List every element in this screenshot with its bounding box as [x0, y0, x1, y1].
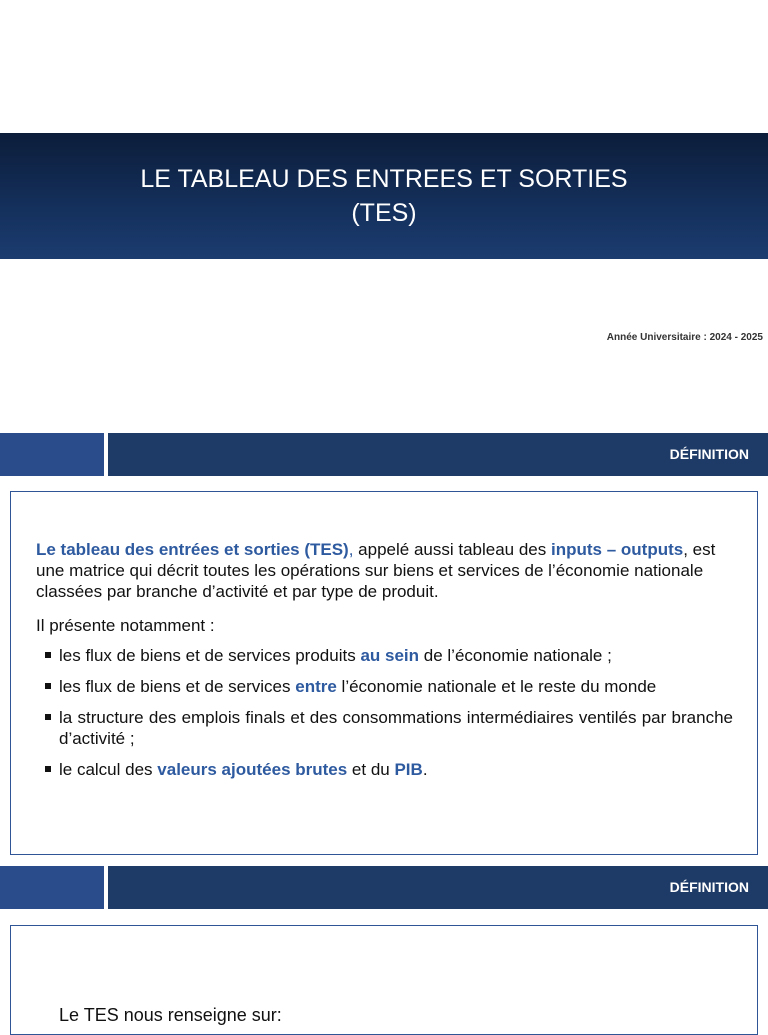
list-item	[45, 759, 733, 780]
definition-text-1: appelé aussi tableau des	[353, 540, 551, 559]
definition-content-box	[10, 491, 758, 855]
tes-info-text: Le TES nous renseigne sur:	[59, 1005, 282, 1025]
section-title: DÉFINITION	[669, 446, 749, 462]
tes-term: Le tableau des entrées et sorties (TES)	[36, 540, 349, 559]
slide-title-line2: (TES)	[351, 199, 417, 227]
bullet-list	[45, 645, 733, 790]
bullet-text: de l’économie nationale ;	[419, 646, 612, 665]
list-item	[45, 645, 733, 666]
title-slide	[0, 0, 768, 418]
section-title: DÉFINITION	[669, 879, 749, 895]
bullet-text: le calcul des	[59, 760, 158, 779]
tes-comma: ,	[348, 540, 354, 559]
header-accent-block	[0, 866, 104, 909]
bullet-text: l’économie nationale et le reste du monde	[336, 677, 657, 696]
list-item	[45, 676, 733, 697]
bullet-square-icon	[45, 714, 51, 720]
bullet-highlight: au sein	[360, 646, 420, 665]
definition-text-2: , est une matrice qui décrit toutes les opérations sur biens et services de l’économie nationale classées par branche d’activité et par type de produit.	[36, 540, 716, 601]
bullet-text: et du	[347, 760, 395, 779]
section-header-definition-2	[0, 866, 768, 909]
bullet-text: la structure des emplois finals et des consommations intermédiaires ventilés par branche d’activité ;	[59, 708, 733, 748]
bullet-square-icon	[45, 683, 51, 689]
bullet-highlight: valeurs ajoutées brutes	[157, 760, 348, 779]
tes-info-content-box	[10, 925, 758, 1035]
subintro-text: Il présente notamment :	[36, 616, 215, 635]
bullet-square-icon	[45, 652, 51, 658]
header-bar	[108, 433, 768, 476]
bullet-highlight: entre	[295, 677, 337, 696]
bullet-square-icon	[45, 766, 51, 772]
bullet-text: les flux de biens et de services	[59, 677, 296, 696]
header-bar	[108, 866, 768, 909]
title-banner	[0, 133, 768, 259]
inputs-outputs-term: inputs – outputs	[551, 540, 684, 559]
section-header-definition	[0, 433, 768, 476]
header-accent-block	[0, 433, 104, 476]
definition-paragraph	[36, 539, 732, 602]
bullet-highlight: PIB	[394, 760, 423, 779]
bullet-text: .	[422, 760, 428, 779]
slide-title-line1: LE TABLEAU DES ENTREES ET SORTIES	[140, 165, 628, 193]
bullet-text: les flux de biens et de services produits	[59, 646, 361, 665]
list-item	[45, 707, 733, 749]
academic-year: Année Universitaire : 2024 - 2025	[606, 332, 763, 343]
